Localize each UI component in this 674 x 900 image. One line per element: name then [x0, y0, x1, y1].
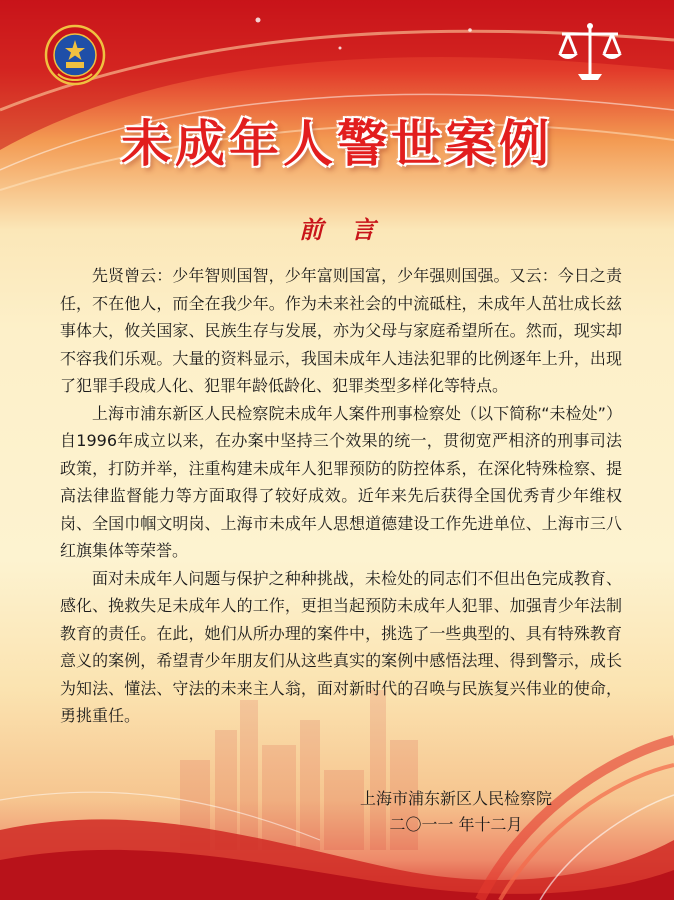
preface-paragraph: 上海市浦东新区人民检察院未成年人案件刑事检察处（以下简称“未检处”）自1996年成立以来，在办案中坚持三个效果的统一，贯彻宽严相济的刑事司法政策，打防并举，注重构建未成年人犯罪预防的防控体系，在深化特殊检察、提高法律监督能力等方面取得了较好成效。近年来先后获得全国优秀青少年维权岗、全国巾帼文明岗、上海市未成年人思想道德建设工作先进单位、上海市三八红旗集体等荣誉。 — [60, 403, 622, 560]
poster-title: 未成年人警世案例 — [121, 115, 553, 173]
procuratorate-emblem-icon — [44, 24, 106, 86]
preface-heading: 前言 — [299, 215, 403, 244]
preface-body — [60, 262, 622, 730]
signature-organization: 上海市浦东新区人民检察院 — [359, 789, 552, 808]
signature-date: 二〇一一 年十二月 — [389, 815, 523, 834]
preface-paragraph: 面对未成年人问题与保护之种种挑战，未检处的同志们不但出色完成教育、感化、挽救失足未成年人的工作，更担当起预防未成年人犯罪、加强青少年法制教育的责任。在此，她们从所办理的案件中，挑选了一些典型的、具有特殊教育意义的案例，希望青少年朋友们从这些真实的案例中感悟法理、得到警示，成长为知法、懂法、守法的未来主人翁，面对新时代的召唤与民族复兴伟业的使命，勇挑重任。 — [60, 568, 622, 725]
scales-of-justice-icon — [554, 20, 626, 84]
preface-paragraph: 先贤曾云：少年智则国智，少年富则国富，少年强则国强。又云：今日之责任，不在他人，而全在我少年。作为未来社会的中流砥柱，未成年人茁壮成长兹事体大，攸关国家、民族生存与发展，亦为父母与家庭希望所在。然而，现实却不容我们乐观。大量的资料显示，我国未成年人违法犯罪的比例逐年上升，出现了犯罪手段成人化、犯罪年龄低龄化、犯罪类型多样化等特点。 — [60, 266, 622, 395]
signature-block — [336, 786, 576, 838]
